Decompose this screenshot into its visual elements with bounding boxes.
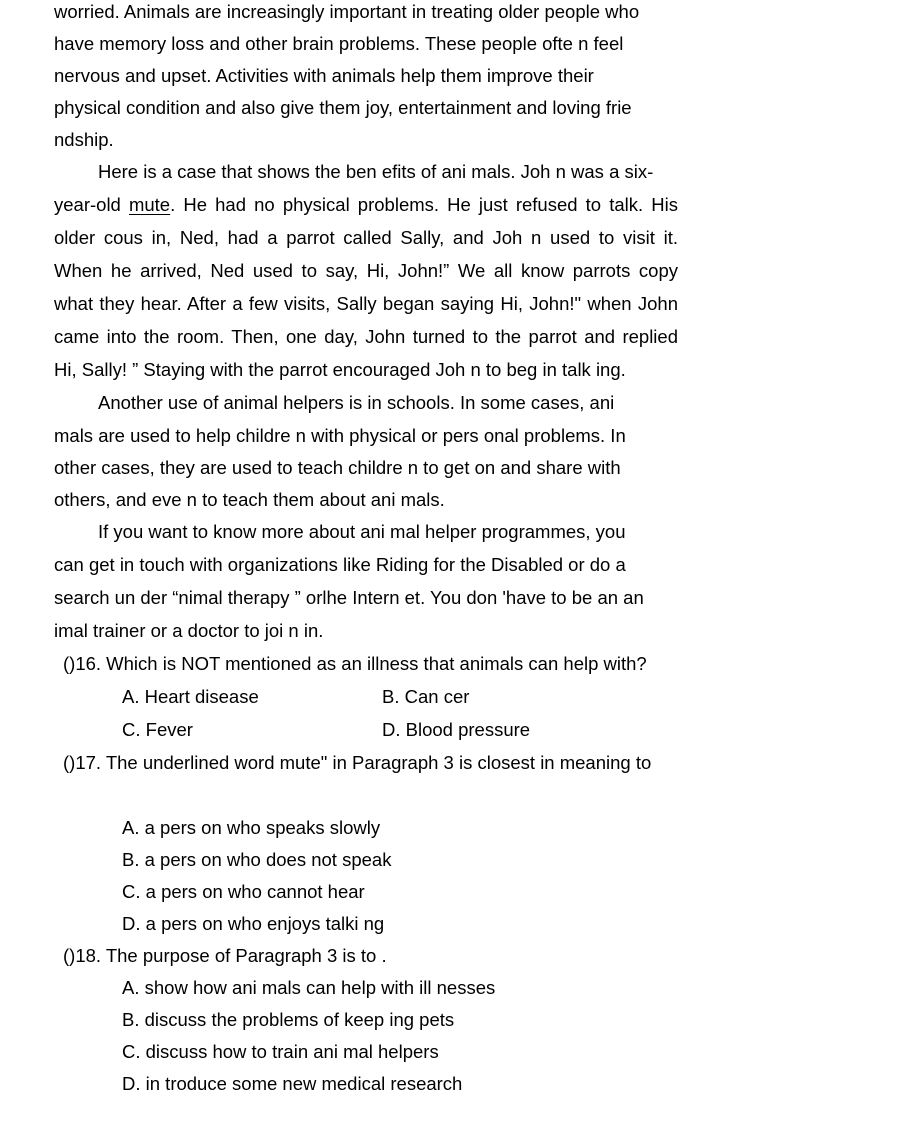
text-line: Another use of animal helpers is in schools. In some cases, ani [98,392,615,413]
option-b: B. a pers on who does not speak [122,849,392,870]
option-c: C. a pers on who cannot hear [122,881,365,902]
question-stem: ()16. Which is NOT mentioned as an illness that animals can help with? [63,653,647,674]
text-fragment: . He had no physical problems. He just refused to talk. His [170,194,678,215]
text-line: older cous in, Ned, had a parrot called Sally, and Joh n used to visit it. [54,227,678,248]
option-d: D. Blood pressure [382,719,531,740]
text-line: can get in touch with organizations like Riding for the Disabled or do a [54,554,626,575]
text-line: Hi, Sally! ” Staying with the parrot encouraged Joh n to beg in talk ing. [54,359,626,380]
option-b: B. Can cer [382,686,470,707]
text-line [54,195,678,215]
text-line: others, and eve n to teach them about ani mals. [54,489,445,510]
text-line: came into the room. Then, one day, John turned to the parrot and replied [54,326,678,347]
text-line: have memory loss and other brain problems. These people ofte n feel [54,33,624,54]
text-line: ndship. [54,129,114,150]
text-line: physical condition and also give them joy, entertainment and loving frie [54,97,632,118]
text-line: search un der “nimal therapy ” orlhe Intern et. You don 'have to be an an [54,587,644,608]
question-stem: ()17. The underlined word mute" in Paragraph 3 is closest in meaning to [63,752,652,773]
text-line: Here is a case that shows the ben efits of ani mals. Joh n was a six- [98,161,654,182]
text-line: If you want to know more about ani mal helper programmes, you [98,521,626,542]
question-stem: ()18. The purpose of Paragraph 3 is to . [63,945,387,966]
option-d: D. in troduce some new medical research [122,1073,463,1094]
text-line: other cases, they are used to teach childre n to get on and share with [54,457,621,478]
text-line: mals are used to help childre n with physical or pers onal problems. In [54,425,626,446]
text-line: what they hear. After a few visits, Sally began saying Hi, John!" when John [54,293,678,314]
text-line: worried. Animals are increasingly important in treating older people who [54,1,640,22]
text-fragment: year-old [54,194,129,215]
option-c: C. Fever [122,719,193,740]
option-a: A. Heart disease [122,686,259,707]
option-c: C. discuss how to train ani mal helpers [122,1041,439,1062]
option-a: A. show how ani mals can help with ill nesses [122,977,496,998]
text-line: When he arrived, Ned used to say, Hi, John!” We all know parrots copy [54,260,678,281]
text-line: nervous and upset. Activities with animals help them improve their [54,65,594,86]
option-b: B. discuss the problems of keep ing pets [122,1009,455,1030]
underlined-word-mute: mute [128,194,171,215]
option-a: A. a pers on who speaks slowly [122,817,381,838]
option-d: D. a pers on who enjoys talki ng [122,913,385,934]
text-line: imal trainer or a doctor to joi n in. [54,620,324,641]
